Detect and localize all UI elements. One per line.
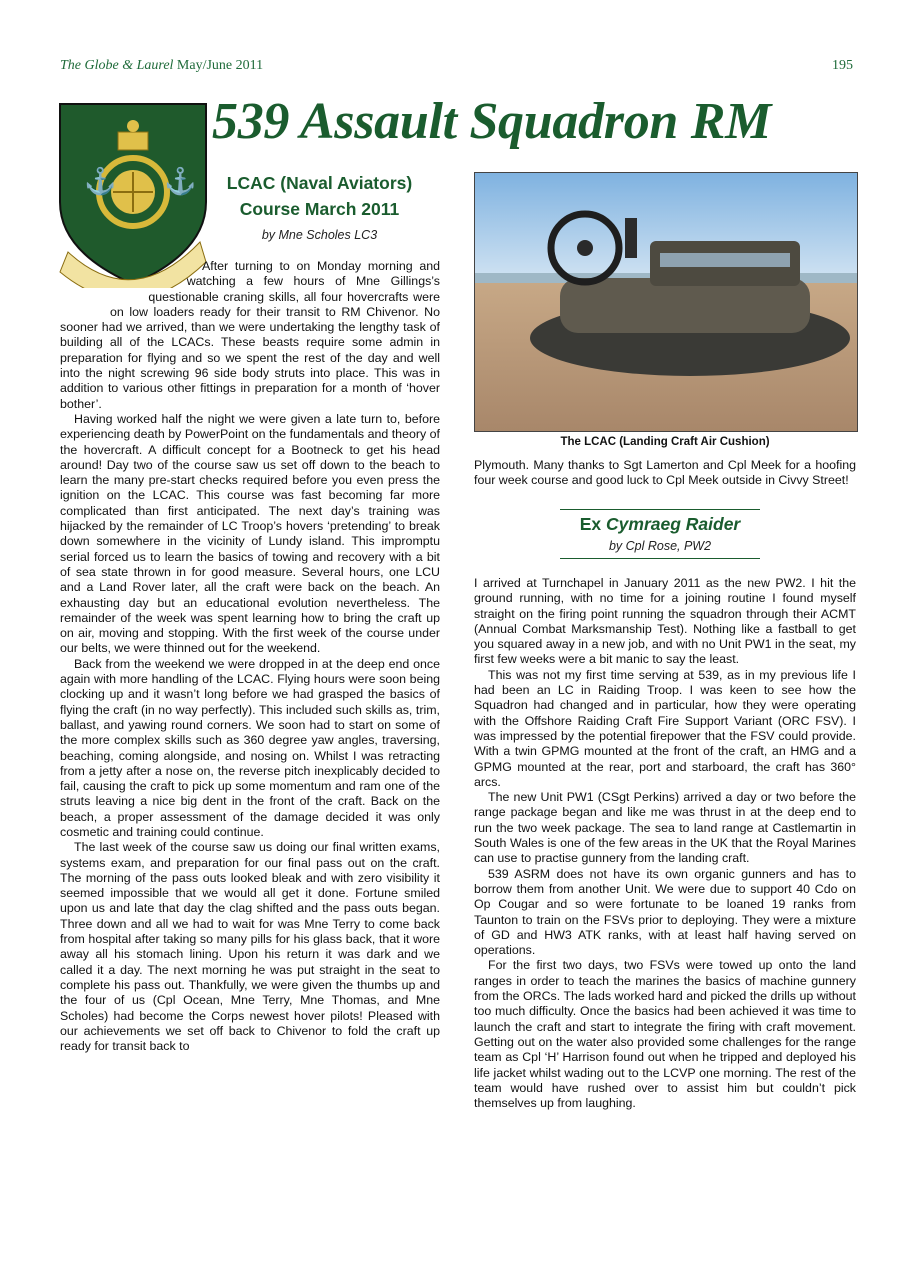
section2-paragraph-3: The new Unit PW1 (CSgt Perkins) arrived a day or two before the range package began and like me was thrust in at the deep end to run the two week package. The sea to land range at Castlemartin in South Wales is one of the few areas in the UK that the Royal Marines can use to practise gunnery from the landing craft. [474, 790, 856, 866]
section1-paragraph-4: The last week of the course saw us doing our final written exams, systems exam, and preparation for our final pass out on the craft. The morning of the pass outs looked bleak and with zero visibility it seemed impossible that we would all get it done. Fortune smiled upon us and late that day the clag shifted and the pass outs began. Three down and all we had to wait for was Mne Terry to come back from hospital after taking so many pills for his glass back, that it wore away all his stomach lining. Upon his return it was dark and we called it a day. The next morning he was put straight in the seat to complete his pass out. Thankfully, we were given the thumbs up and the four of us (Cpl Ocean, Mne Terry, Mne Thomas, and Mne Scholes) had become the Corps newest hover pilots! Pleased with our achievements we set off back to Chivenor to fold the craft up ready for transit back to [60, 840, 440, 1054]
running-header-left [60, 58, 263, 74]
section1-paragraph-1: After turning to on Monday morning and watching a few hours of Mne Gillings’s questionable craning skills, all four hovercrafts were on low loaders ready for their transit to RM Chivenor. No sooner had we arrived, than we were undertaking the lengthy task of building all of the LCACs. These beasts require some admin in preparation for flying and so we spent the rest of the day and well into the night screwing 96 side body struts into place. This was in addition to various other fittings in preparation for a month of ‘hover bother’. [60, 259, 440, 411]
section2-paragraph-4: 539 ASRM does not have its own organic gunners and has to borrow them from another Unit. We were due to support 40 Cdo on Op Cougar and so were fortunate to be loaned 19 ranks from Taunton to train on the FSVs prior to deploying. They were a mixture of GD and HW3 ATK ranks, with at least half having served on operations. [474, 866, 856, 958]
section1-heading-line2: Course March 2011 [239, 199, 400, 219]
section2-paragraph-5: For the first two days, two FSVs were towed up onto the land ranges in order to teach the marines the basics of machine gunnery from the ORCs. The lads worked hard and picked the drills up without too much difficulty. Once the basics had been achieved it was time to launch the craft and start to integrate the firing with craft movement. Getting out on the water also provided some challenges for the range team as Cpl ‘H’ Harrison found out when he tripped and deployed his life jacket whilst wading out to the LCVP one morning. The rest of the team would have rushed over to assist him but couldn’t pick themselves up from laughing. [474, 958, 856, 1111]
issue-date: May/June 2011 [176, 58, 264, 73]
section1-paragraph-2: Having worked half the night we were given a late turn to, before experiencing death by PowerPoint on the fundamentals and theory of the hovercraft. A difficult concept for a Bootneck to get his head around! Day two of the course saw us set off down to the beach to learn the many pre-start checks required before you even press the ignition on the LCAC. This course was fast becoming far more complicated than first anticipated. The next day’s training was hijacked by the remainder of LC Troop’s hovers ‘pretending’ to break down somewhere in the vicinity of Lundy island. This impromptu serial forced us to learn the basics of towing and recovery with a bit of sea state thrown in for good measure. Several hours, one LCU and a Land Rover later, all the craft were back on the beach. An exhausting day but an educational evolution nevertheless. The remainder of the week was spent learning how to bring the craft up on air, moving and stopping. With the first week of the course under our belts, we were thinned out for the weekend. [60, 411, 440, 656]
section1-continuation: Plymouth. Many thanks to Sgt Lamerton and Cpl Meek for a hoofing four week course and good luck to Cpl Meek outside in Civvy Street! [474, 458, 856, 488]
section2-title-prefix: Ex [579, 514, 607, 534]
lcac-hovercraft-image [475, 173, 857, 431]
publication-name: The Globe & Laurel [60, 58, 174, 73]
section2-title-italic: Cymraeg Raider [606, 514, 741, 534]
section2-paragraph-2: This was not my first time serving at 539, as in my previous life I had been an LC in Raiding Troop. I was keen to see how the Squadron had changed and in particular, how they were operating with the Offshore Raiding Craft Fire Support Variant (ORC FSV). I was impressed by the potential firepower that the FSV could provide. With a twin GPMG mounted at the front of the craft, an HMG and a GPMG mounted at the rear, port and starboard, the craft has 360° arcs. [474, 667, 856, 789]
lcac-photo [474, 172, 858, 432]
section1-byline: by Mne Scholes LC3 [261, 228, 378, 242]
section2-heading [560, 509, 760, 559]
page-number: 195 [832, 58, 853, 73]
right-column-text [474, 576, 856, 1111]
svg-text:⚓: ⚓ [84, 167, 117, 197]
article-title: 539 Assault Squadron RM [212, 93, 772, 150]
section2-byline: by Cpl Rose, PW2 [560, 539, 760, 559]
svg-text:⚓: ⚓ [164, 167, 197, 197]
left-column-text [60, 259, 440, 1054]
section2-title [560, 514, 760, 535]
photo-caption: The LCAC (Landing Craft Air Cushion) [560, 436, 770, 448]
section2-paragraph-1: I arrived at Turnchapel in January 2011 as the new PW2. I hit the ground running, with no time for a joining routine I found myself straight on the firing point running the squadron through their ACMT (Annual Combat Marksmanship Test). Nothing like a fastball to get you squared away in a new job, and with no Unit PW1 in the seat, my first few weeks were a bit manic to say the least. [474, 576, 856, 667]
section1-paragraph-3: Back from the weekend we were dropped in at the deep end once again with more handling of the LCAC. Flying hours were soon being clocking up and it wasn’t long before we had grasped the basics of flying the craft (in no way perfectly). This included such skills as, trim, ballast, and yawing round corners. We soon had to start on some of the more complex skills such as 360 degree yaw angles, traversing, beaching, coming alongside, and nosing on. Whilst I was retracting from a jetty after a nose on, the reverse pitch inexplicably decided to fail, causing the craft to pick up some momentum and ram one of the struts leaving a nice big dent in the front of the craft. Back on the beach, a proper assessment of the damage decided it was only cosmetic and training could continue. [60, 656, 440, 839]
section1-heading [212, 170, 427, 242]
section1-heading-line1: LCAC (Naval Aviators) [226, 173, 413, 193]
